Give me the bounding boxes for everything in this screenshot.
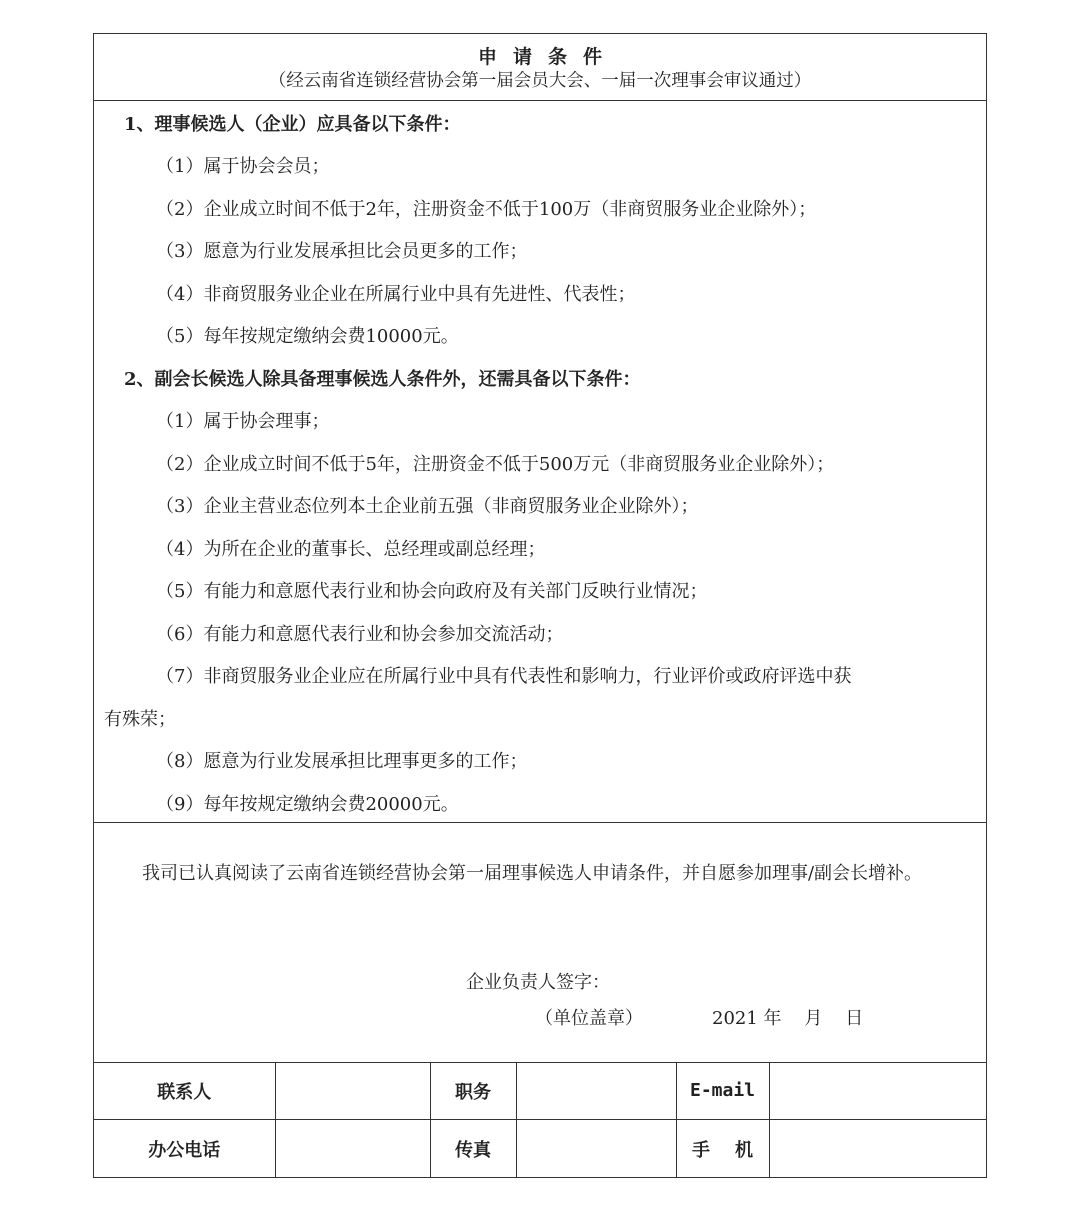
section2-item: （7）非商贸服务业企业应在所属行业中具有代表性和影响力，行业评价或政府评选中获 — [156, 666, 852, 687]
section1-heading: 1、理事候选人（企业）应具备以下条件： — [124, 114, 461, 135]
form-subtitle: （经云南省连锁经营协会第一届会员大会、一届一次理事会审议通过） — [268, 71, 812, 91]
signature-label: 企业负责人签字： — [466, 972, 610, 993]
declaration-text: 我司已认真阅读了云南省连锁经营协会第一届理事候选人申请条件，并自愿参加理事/副会长增补。 — [142, 863, 923, 884]
section1-item: （1）属于协会会员； — [156, 156, 330, 177]
section2-item: （3）企业主营业态位列本土企业前五强（非商贸服务业企业除外）； — [156, 496, 699, 517]
section1-item: （3）愿意为行业发展承担比会员更多的工作； — [156, 241, 528, 262]
contact-label: 联系人 — [94, 1062, 275, 1120]
section2-item: （5）有能力和意愿代表行业和协会向政府及有关部门反映行业情况； — [156, 581, 708, 602]
office-phone-field[interactable] — [275, 1120, 430, 1178]
email-field[interactable] — [769, 1062, 986, 1120]
form-title: 申请条件 — [477, 46, 618, 68]
table-row — [94, 1062, 986, 1120]
section2-item: （2）企业成立时间不低于5年，注册资金不低于500万元（非商贸服务业企业除外）； — [156, 454, 835, 475]
section2-item: （9）每年按规定缴纳会费20000元。 — [156, 794, 459, 815]
section2-item: （8）愿意为行业发展承担比理事更多的工作； — [156, 751, 528, 772]
contact-field[interactable] — [275, 1062, 430, 1120]
position-label: 职务 — [430, 1062, 516, 1120]
table-row — [94, 1120, 986, 1178]
section2-item-continuation: 有殊荣； — [104, 709, 176, 730]
mobile-field[interactable] — [769, 1120, 986, 1178]
contact-info-table — [94, 1062, 986, 1177]
section1-item: （4）非商贸服务业企业在所属行业中具有先进性、代表性； — [156, 284, 636, 305]
conditions-section — [94, 100, 986, 823]
seal-label: （单位盖章） — [535, 1008, 643, 1029]
section2-heading: 2、副会长候选人除具备理事候选人条件外，还需具备以下条件： — [124, 369, 641, 390]
date-text: 2021 年 月 日 — [712, 1008, 864, 1029]
section1-item: （2）企业成立时间不低于2年，注册资金不低于100万（非商贸服务业企业除外）； — [156, 199, 817, 220]
form-header — [94, 34, 986, 101]
fax-field[interactable] — [516, 1120, 676, 1178]
office-phone-label: 办公电话 — [94, 1120, 275, 1178]
fax-label: 传真 — [430, 1120, 516, 1178]
declaration-section — [94, 822, 986, 1063]
application-form — [93, 33, 987, 1178]
section2-item: （1）属于协会理事； — [156, 411, 330, 432]
position-field[interactable] — [516, 1062, 676, 1120]
section2-item: （6）有能力和意愿代表行业和协会参加交流活动； — [156, 624, 564, 645]
email-label: E-mail — [676, 1062, 769, 1120]
section1-item: （5）每年按规定缴纳会费10000元。 — [156, 326, 459, 347]
mobile-label: 手 机 — [676, 1120, 769, 1178]
section2-item: （4）为所在企业的董事长、总经理或副总经理； — [156, 539, 546, 560]
